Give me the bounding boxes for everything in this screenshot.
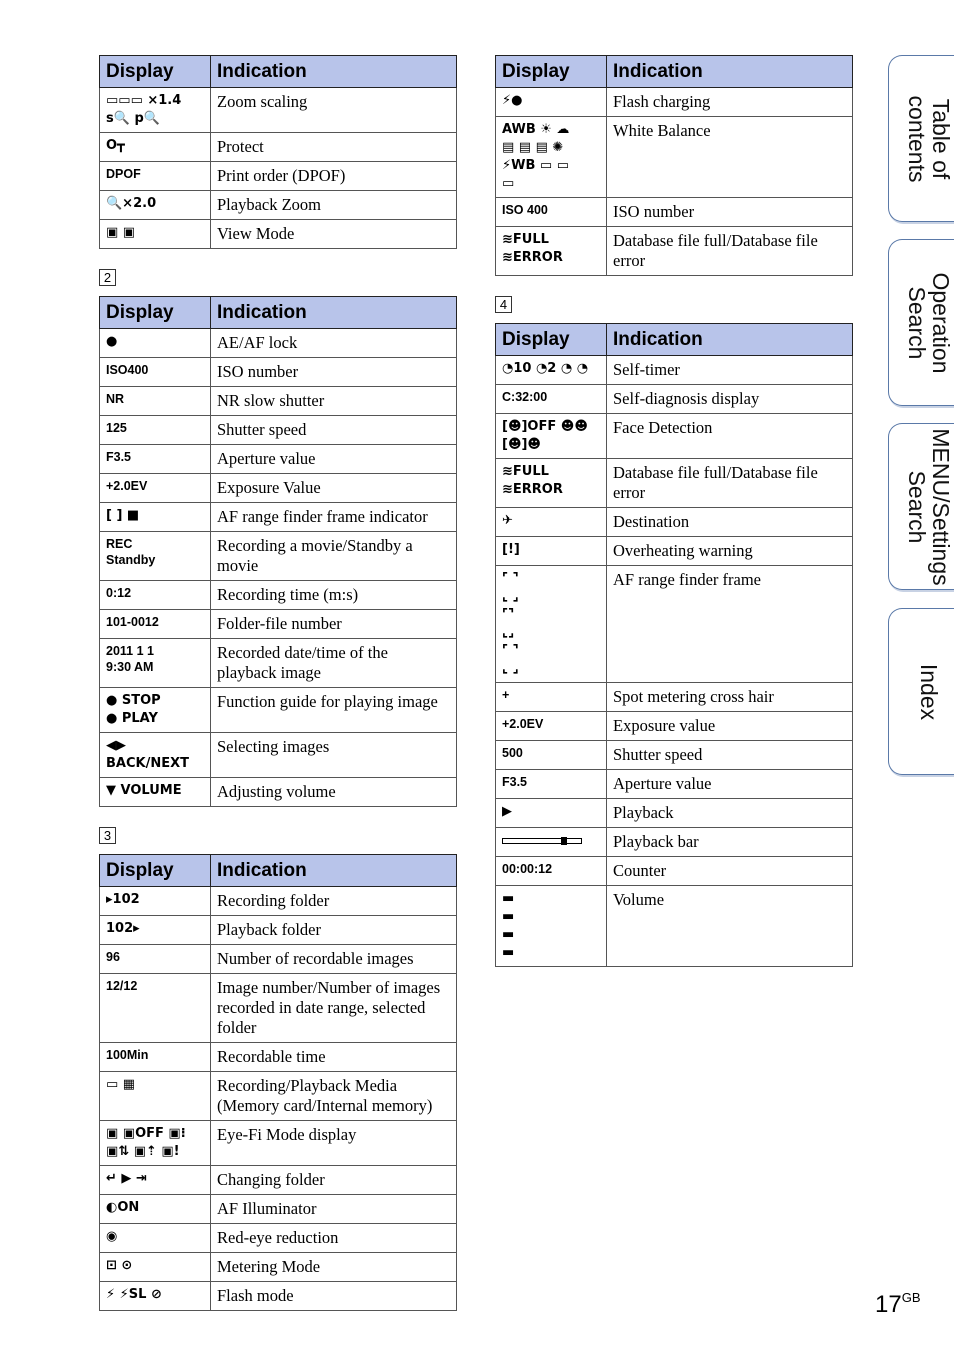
display-column-header: Display (100, 56, 211, 88)
indication-column-header: Indication (607, 324, 853, 356)
table-row (100, 974, 457, 1043)
indication-cell: Changing folder (211, 1166, 457, 1195)
table-header-row (496, 56, 853, 88)
table-row (100, 88, 457, 133)
display-cell (100, 445, 211, 474)
indicator-icon: ● (106, 334, 118, 349)
indication-cell: Zoom scaling (211, 88, 457, 133)
table-row (496, 385, 853, 414)
indication-cell: AE/AF lock (211, 329, 457, 358)
table-row (496, 459, 853, 508)
table-row (100, 1043, 457, 1072)
indicator-table-5 (495, 323, 853, 967)
display-text: F3.5 (106, 450, 132, 464)
display-cell (100, 974, 211, 1043)
display-text: ISO 400 (502, 203, 548, 217)
display-cell (100, 887, 211, 916)
display-cell (496, 508, 607, 537)
indicator-icon: ▭▭▭ ×1.4 s🔍 p🔍 (106, 93, 182, 126)
indicator-icon: ▼ VOLUME (106, 783, 182, 798)
display-cell (100, 1224, 211, 1253)
display-text: 00:00:12 (502, 862, 553, 876)
display-text: DPOF (106, 167, 141, 181)
display-cell (100, 191, 211, 220)
display-cell (496, 459, 607, 508)
display-cell (100, 532, 211, 581)
table-row (496, 508, 853, 537)
table-header-row (100, 56, 457, 88)
display-cell (496, 537, 607, 566)
indication-cell: Print order (DPOF) (211, 162, 457, 191)
indication-cell: Exposure Value (211, 474, 457, 503)
right-column (495, 55, 853, 967)
display-cell (100, 503, 211, 532)
display-cell (100, 329, 211, 358)
display-cell (496, 227, 607, 276)
indication-cell: Flash mode (211, 1282, 457, 1311)
table-row (496, 198, 853, 227)
display-cell (100, 610, 211, 639)
display-column-header: Display (496, 324, 607, 356)
table-row (496, 741, 853, 770)
indication-cell: Counter (607, 857, 853, 886)
display-cell (100, 1166, 211, 1195)
display-cell (100, 416, 211, 445)
display-cell (100, 88, 211, 133)
indication-cell: Spot metering cross hair (607, 683, 853, 712)
indicator-icon: ✈ (502, 513, 513, 528)
section-number-4: 4 (495, 296, 512, 313)
table-row (496, 356, 853, 385)
indication-column-header: Indication (211, 56, 457, 88)
indication-cell: Recorded date/time of the playback image (211, 639, 457, 688)
display-cell (100, 945, 211, 974)
table-row (100, 445, 457, 474)
indication-cell: Volume (607, 886, 853, 967)
table-row (100, 416, 457, 445)
display-cell (100, 358, 211, 387)
indication-column-header: Indication (211, 297, 457, 329)
display-cell (100, 133, 211, 162)
table-row (100, 1195, 457, 1224)
table-row (100, 162, 457, 191)
tab-label: Table of contents (904, 95, 954, 182)
indication-cell: AF range finder frame (607, 566, 853, 683)
display-text: 125 (106, 421, 127, 435)
table-row (100, 1121, 457, 1166)
indicator-icon: ▣ ▣ (106, 225, 136, 240)
indication-cell: Eye-Fi Mode display (211, 1121, 457, 1166)
table-row (496, 712, 853, 741)
indication-cell: Self-diagnosis display (607, 385, 853, 414)
table-row (496, 117, 853, 198)
indicator-icon: O┳ (106, 138, 125, 153)
indicator-icon: ▭ ▦ (106, 1077, 136, 1092)
indication-cell: Number of recordable images (211, 945, 457, 974)
table-row (100, 610, 457, 639)
tab-table-of-contents[interactable] (888, 55, 954, 222)
indicator-icon: ≋FULL ≋ERROR (502, 464, 563, 497)
indicator-table-2 (99, 296, 457, 807)
indication-cell: Adjusting volume (211, 778, 457, 807)
table-row (100, 688, 457, 733)
indicator-icon: ◉ (106, 1229, 118, 1244)
display-text: 0:12 (106, 586, 132, 600)
playback-bar-icon (502, 838, 582, 844)
display-cell (496, 88, 607, 117)
table-row (100, 191, 457, 220)
indicator-icon: ● STOP ● PLAY (106, 693, 161, 726)
table-row (496, 886, 853, 967)
display-cell (100, 220, 211, 249)
table-row (100, 639, 457, 688)
indication-cell: Playback folder (211, 916, 457, 945)
indicator-icon: ▸102 (106, 892, 140, 907)
table-row (496, 828, 853, 857)
tab-label: MENU/Settings Search (904, 427, 954, 586)
indication-cell: Recording time (m:s) (211, 581, 457, 610)
indicator-icon: ◐ON (106, 1200, 140, 1215)
indication-cell: Destination (607, 508, 853, 537)
display-cell (496, 566, 607, 683)
indication-cell: NR slow shutter (211, 387, 457, 416)
table-row (496, 566, 853, 683)
tab-index[interactable] (888, 608, 954, 775)
display-text: +2.0EV (502, 717, 544, 731)
indication-cell: Aperture value (211, 445, 457, 474)
indication-cell: Self-timer (607, 356, 853, 385)
indication-cell: Recording folder (211, 887, 457, 916)
display-cell (496, 770, 607, 799)
indicator-icon: 102▸ (106, 921, 140, 936)
table-header-row (100, 297, 457, 329)
display-cell (100, 733, 211, 778)
display-cell (100, 162, 211, 191)
display-text: 96 (106, 950, 120, 964)
display-cell (496, 857, 607, 886)
table-row (100, 474, 457, 503)
indicator-icon: ⚡● (502, 93, 523, 108)
indicator-table-4 (495, 55, 853, 276)
section-number-2: 2 (99, 269, 116, 286)
table-row (100, 387, 457, 416)
tab-label: Operation Search (904, 271, 954, 374)
table-header-row (100, 855, 457, 887)
display-cell (496, 886, 607, 967)
display-text: 2011 1 1 9:30 AM (106, 644, 154, 674)
indication-column-header: Indication (211, 855, 457, 887)
table-row (100, 1253, 457, 1282)
display-cell (100, 778, 211, 807)
display-cell (100, 1195, 211, 1224)
display-cell (100, 1043, 211, 1072)
indication-cell: Function guide for playing image (211, 688, 457, 733)
indication-cell: ISO number (211, 358, 457, 387)
table-row (100, 1224, 457, 1253)
table-row (100, 945, 457, 974)
indication-cell: Folder-file number (211, 610, 457, 639)
tab-label: Index (916, 663, 942, 720)
indication-column-header: Indication (607, 56, 853, 88)
display-cell (100, 639, 211, 688)
display-cell (100, 1072, 211, 1121)
display-text: 500 (502, 746, 523, 760)
indicator-icon: [!] (502, 542, 520, 557)
table-row (100, 581, 457, 610)
display-cell (100, 1253, 211, 1282)
indication-cell: White Balance (607, 117, 853, 198)
indicator-icon: ⚡ ⚡SL ⊘ (106, 1287, 162, 1302)
table-row (496, 88, 853, 117)
indication-cell: Database file full/Database file error (607, 459, 853, 508)
indication-cell: Red-eye reduction (211, 1224, 457, 1253)
display-cell (100, 1282, 211, 1311)
table-row (100, 329, 457, 358)
indicator-table-1 (99, 55, 457, 249)
table-row (100, 1166, 457, 1195)
indication-cell: Face Detection (607, 414, 853, 459)
display-cell (100, 688, 211, 733)
display-column-header: Display (100, 855, 211, 887)
display-cell (100, 581, 211, 610)
indication-cell: ISO number (607, 198, 853, 227)
display-cell (496, 198, 607, 227)
table-row (496, 857, 853, 886)
display-cell (496, 741, 607, 770)
table-row (100, 532, 457, 581)
table-row (100, 733, 457, 778)
indication-cell: Selecting images (211, 733, 457, 778)
display-cell (496, 414, 607, 459)
indicator-icon: ◔10 ◔2 ◔ ◔ (502, 361, 589, 376)
section-number-3: 3 (99, 827, 116, 844)
table-row (496, 799, 853, 828)
display-cell (496, 356, 607, 385)
display-cell (496, 385, 607, 414)
display-text: C:32:00 (502, 390, 548, 404)
display-text: NR (106, 392, 125, 406)
table-row (100, 887, 457, 916)
table-row (496, 770, 853, 799)
indicator-icon: ⊡ ⊙ (106, 1258, 133, 1273)
table-row (100, 1072, 457, 1121)
indication-cell: Metering Mode (211, 1253, 457, 1282)
indication-cell: Recording a movie/Standby a movie (211, 532, 457, 581)
indicator-icon: [☻]OFF ☻☻ [☻]☻ (502, 419, 588, 452)
indication-cell: Playback (607, 799, 853, 828)
indication-cell: Playback Zoom (211, 191, 457, 220)
indicator-icon: ▶ (502, 804, 512, 819)
display-cell (496, 683, 607, 712)
table-row (100, 778, 457, 807)
indicator-icon: AWB ☀ ☁ ▤ ▤ ▤ ✺ ⚡WB ▭ ▭ ▭ (502, 122, 570, 191)
display-text: REC Standby (106, 537, 156, 567)
display-column-header: Display (496, 56, 607, 88)
display-cell (496, 799, 607, 828)
indication-cell: Playback bar (607, 828, 853, 857)
indication-cell: Shutter speed (607, 741, 853, 770)
tab-operation-search[interactable] (888, 239, 954, 406)
indication-cell: View Mode (211, 220, 457, 249)
indicator-icon: 🔍×2.0 (106, 196, 157, 211)
indication-cell: Exposure value (607, 712, 853, 741)
tab-menu-settings-search[interactable] (888, 423, 954, 590)
table-row (100, 1282, 457, 1311)
display-cell (100, 1121, 211, 1166)
display-text: F3.5 (502, 775, 528, 789)
indication-cell: Flash charging (607, 88, 853, 117)
display-text: +2.0EV (106, 479, 148, 493)
table-row (100, 358, 457, 387)
indicator-icon: ◀▶ BACK/NEXT (106, 738, 189, 771)
display-cell (496, 117, 607, 198)
table-header-row (496, 324, 853, 356)
indication-cell: AF Illuminator (211, 1195, 457, 1224)
left-column (99, 55, 457, 1311)
table-row (100, 220, 457, 249)
table-row (100, 133, 457, 162)
indicator-icon: ≋FULL ≋ERROR (502, 232, 563, 265)
display-cell (100, 916, 211, 945)
indication-cell: Recordable time (211, 1043, 457, 1072)
indication-cell: Protect (211, 133, 457, 162)
table-row (496, 683, 853, 712)
indication-cell: Image number/Number of images recorded in date range, selected folder (211, 974, 457, 1043)
indication-cell: Recording/Playback Media (Memory card/Internal memory) (211, 1072, 457, 1121)
page-number: $17^{GB}$ (875, 1290, 921, 1318)
display-text: + (502, 688, 510, 702)
indicator-icon: ▬ ▬ ▬ ▬ (502, 891, 515, 960)
display-text: 101-0012 (106, 615, 159, 629)
display-text: 100Min (106, 1048, 149, 1062)
table-row (496, 414, 853, 459)
indication-cell: Database file full/Database file error (607, 227, 853, 276)
indication-cell: Aperture value (607, 770, 853, 799)
display-cell (496, 712, 607, 741)
display-cell (496, 828, 607, 857)
display-column-header: Display (100, 297, 211, 329)
table-row (496, 227, 853, 276)
indicator-table-3 (99, 854, 457, 1311)
indicator-icon: [ ] ■ (106, 508, 140, 523)
indicator-icon: ⌜ ⌝ ⌞ ⌟ ⌜⌝ ⌞⌟ ⌜ ⌝ ⌞ ⌟ (502, 571, 519, 676)
display-cell (100, 387, 211, 416)
indication-cell: Overheating warning (607, 537, 853, 566)
indicator-icon: ▣ ▣OFF ▣⁝ ▣⇅ ▣⇡ ▣! (106, 1126, 186, 1159)
indication-cell: AF range finder frame indicator (211, 503, 457, 532)
table-row (100, 503, 457, 532)
display-text: ISO400 (106, 363, 149, 377)
display-text: 12/12 (106, 979, 138, 993)
table-row (496, 537, 853, 566)
table-row (100, 916, 457, 945)
display-cell (100, 474, 211, 503)
indication-cell: Shutter speed (211, 416, 457, 445)
indicator-icon: ↵ ▶ ⇥ (106, 1171, 147, 1186)
